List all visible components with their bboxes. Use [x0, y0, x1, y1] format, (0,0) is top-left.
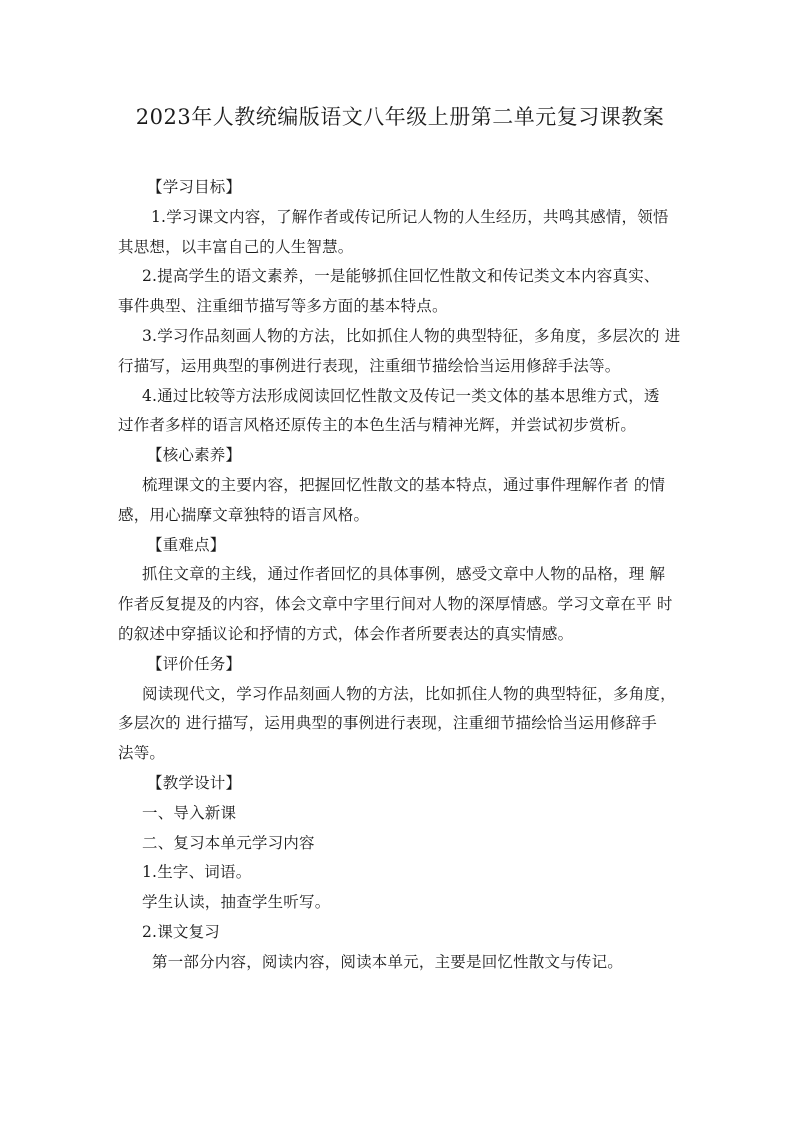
section-heading-core-literacy: 【核心素养】	[147, 446, 242, 465]
section-heading-key-points: 【重难点】	[147, 535, 226, 554]
paragraph-line: 法等。	[118, 744, 166, 763]
section-heading-learning-goals: 【学习目标】	[147, 178, 242, 196]
paragraph-line: 多层次的 进行描写，运用典型的事例进行表现，注重细节描绘恰当运用修辞手	[118, 714, 657, 733]
paragraph-line: 过作者多样的语言风格还原传主的本色生活与精神光辉，并尝试初步赏析。	[118, 416, 637, 435]
paragraph-line: 二、复习本单元学习内容	[142, 833, 315, 852]
paragraph-line: 的叙述中穿插议论和抒情的方式，体会作者所要表达的真实情感。	[118, 624, 574, 643]
section-heading-teaching-design: 【教学设计】	[147, 773, 242, 792]
paragraph-line: 1.学习课文内容，了解作者或传记所记人物的人生经历，共鸣其感情，领悟	[151, 207, 669, 226]
paragraph-line: 作者反复提及的内容，体会文章中字里行间对人物的深厚情感。学习文章在平 时	[118, 595, 673, 614]
paragraph-line: 3.学习作品刻画人物的方法，比如抓住人物的典型特征，多角度，多层次的 进	[142, 326, 681, 345]
paragraph-line: 一、导入新课	[142, 803, 237, 822]
paragraph-line: 1.生字、词语。	[142, 863, 252, 882]
paragraph-line: 阅读现代文，学习作品刻画人物的方法，比如抓住人物的典型特征，多角度，	[142, 684, 676, 703]
paragraph-line: 事件典型、注重细节描写等多方面的基本特点。	[118, 297, 448, 316]
paragraph-line: 2.课文复习	[142, 922, 220, 941]
paragraph-line: 抓住文章的主线，通过作者回忆的具体事例，感受文章中人物的品格，理 解	[142, 565, 666, 584]
paragraph-line: 4.通过比较等方法形成阅读回忆性散文及传记一类文体的基本思维方式，透	[142, 386, 660, 405]
paragraph-line: 感，用心揣摩文章独特的语言风格。	[118, 505, 370, 524]
paragraph-line: 2.提高学生的语文素养，一是能够抓住回忆性散文和传记类文本内容真实、	[142, 267, 660, 286]
paragraph-line: 其思想，以丰富自己的人生智慧。	[118, 237, 354, 256]
document-title: 2023年人教统编版语文八年级上册第二单元复习课教案	[135, 105, 665, 129]
paragraph-line: 学生认读，抽查学生听写。	[142, 893, 331, 912]
document-body	[118, 173, 688, 978]
section-heading-evaluation-tasks: 【评价任务】	[147, 654, 242, 673]
paragraph-line: 梳理课文的主要内容，把握回忆性散文的基本特点，通过事件理解作者 的情	[142, 475, 666, 494]
paragraph-line: 第一部分内容，阅读内容，阅读本单元，主要是回忆性散文与传记。	[152, 952, 624, 971]
paragraph-line: 行描写，运用典型的事例进行表现，注重细节描绘恰当运用修辞手法等。	[118, 356, 621, 375]
